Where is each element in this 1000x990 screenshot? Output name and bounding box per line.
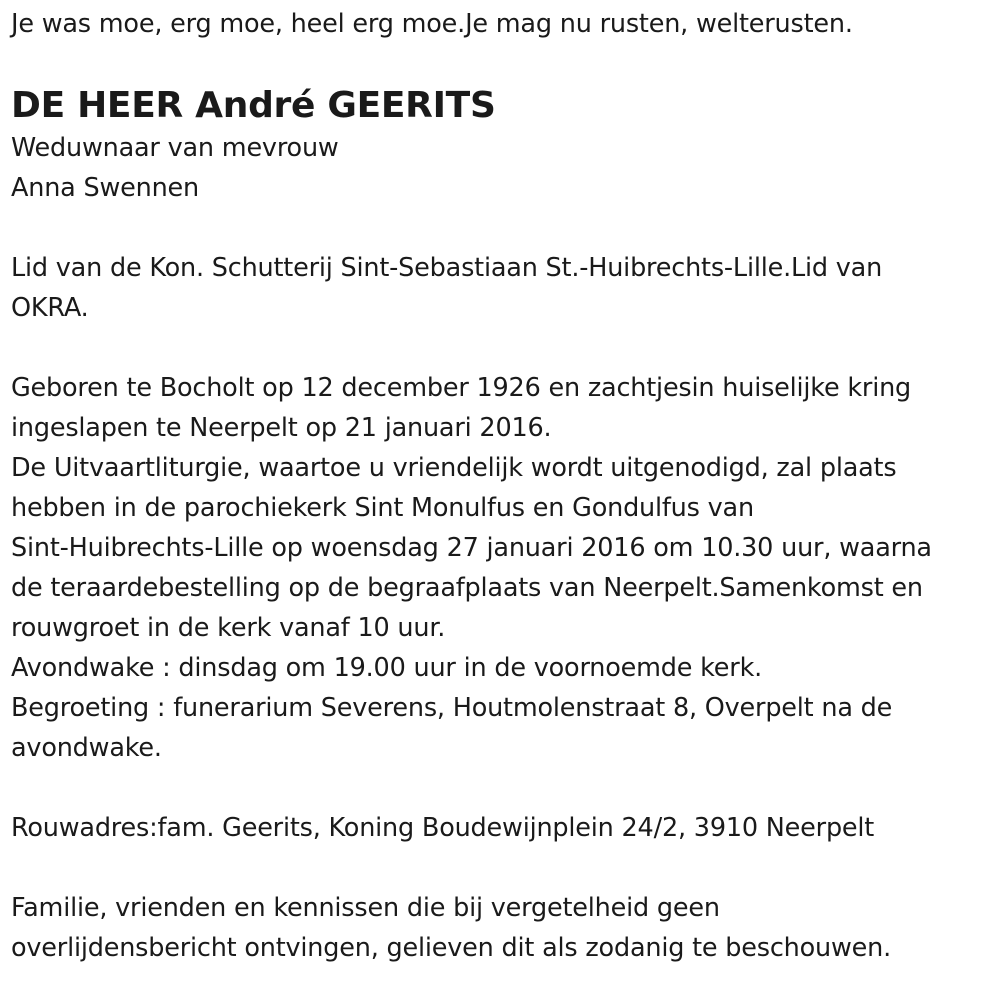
spacer — [11, 848, 991, 888]
details-line: Begroeting : funerarium Severens, Houtmolenstraat 8, Overpelt na de — [11, 693, 893, 723]
details-line: de teraardebestelling op de begraafplaats van Neerpelt.Samenkomst en — [11, 573, 923, 603]
membership-line-2: OKRA. — [11, 293, 89, 323]
details-line: De Uitvaartliturgie, waartoe u vriendelijk wordt uitgenodigd, zal plaats — [11, 453, 897, 483]
spacer — [11, 768, 991, 808]
closing-line-1: Familie, vrienden en kennissen die bij vergetelheid geen — [11, 893, 720, 923]
notice-title: DE HEER André GEERITS — [11, 85, 496, 126]
details-line: Geboren te Bocholt op 12 december 1926 en zachtjesin huiselijke kring — [11, 373, 912, 403]
details-line: rouwgroet in de kerk vanaf 10 uur. — [11, 613, 446, 643]
details-line: hebben in de parochiekerk Sint Monulfus en Gondulfus van — [11, 493, 754, 523]
spouse-line-1: Weduwnaar van mevrouw — [11, 133, 339, 163]
spacer — [11, 328, 991, 368]
membership-line-1: Lid van de Kon. Schutterij Sint-Sebastiaan St.-Huibrechts-Lille.Lid van — [11, 253, 883, 283]
details-line: Avondwake : dinsdag om 19.00 uur in de voornoemde kerk. — [11, 653, 763, 683]
details-line: Sint-Huibrechts-Lille op woensdag 27 januari 2016 om 10.30 uur, waarna — [11, 533, 932, 563]
closing-line-2: overlijdensbericht ontvingen, gelieven dit als zodanig te beschouwen. — [11, 933, 892, 963]
spacer — [11, 208, 991, 248]
quote-text: Je was moe, erg moe, heel erg moe.Je mag nu rusten, welterusten. — [11, 9, 853, 39]
details-paragraph — [11, 368, 991, 768]
details-line: ingeslapen te Neerpelt op 21 januari 2016. — [11, 413, 552, 443]
spouse-line-2: Anna Swennen — [11, 173, 200, 203]
mourning-address: Rouwadres:fam. Geerits, Koning Boudewijnplein 24/2, 3910 Neerpelt — [11, 813, 875, 843]
details-line: avondwake. — [11, 733, 162, 763]
death-notice — [11, 0, 991, 968]
